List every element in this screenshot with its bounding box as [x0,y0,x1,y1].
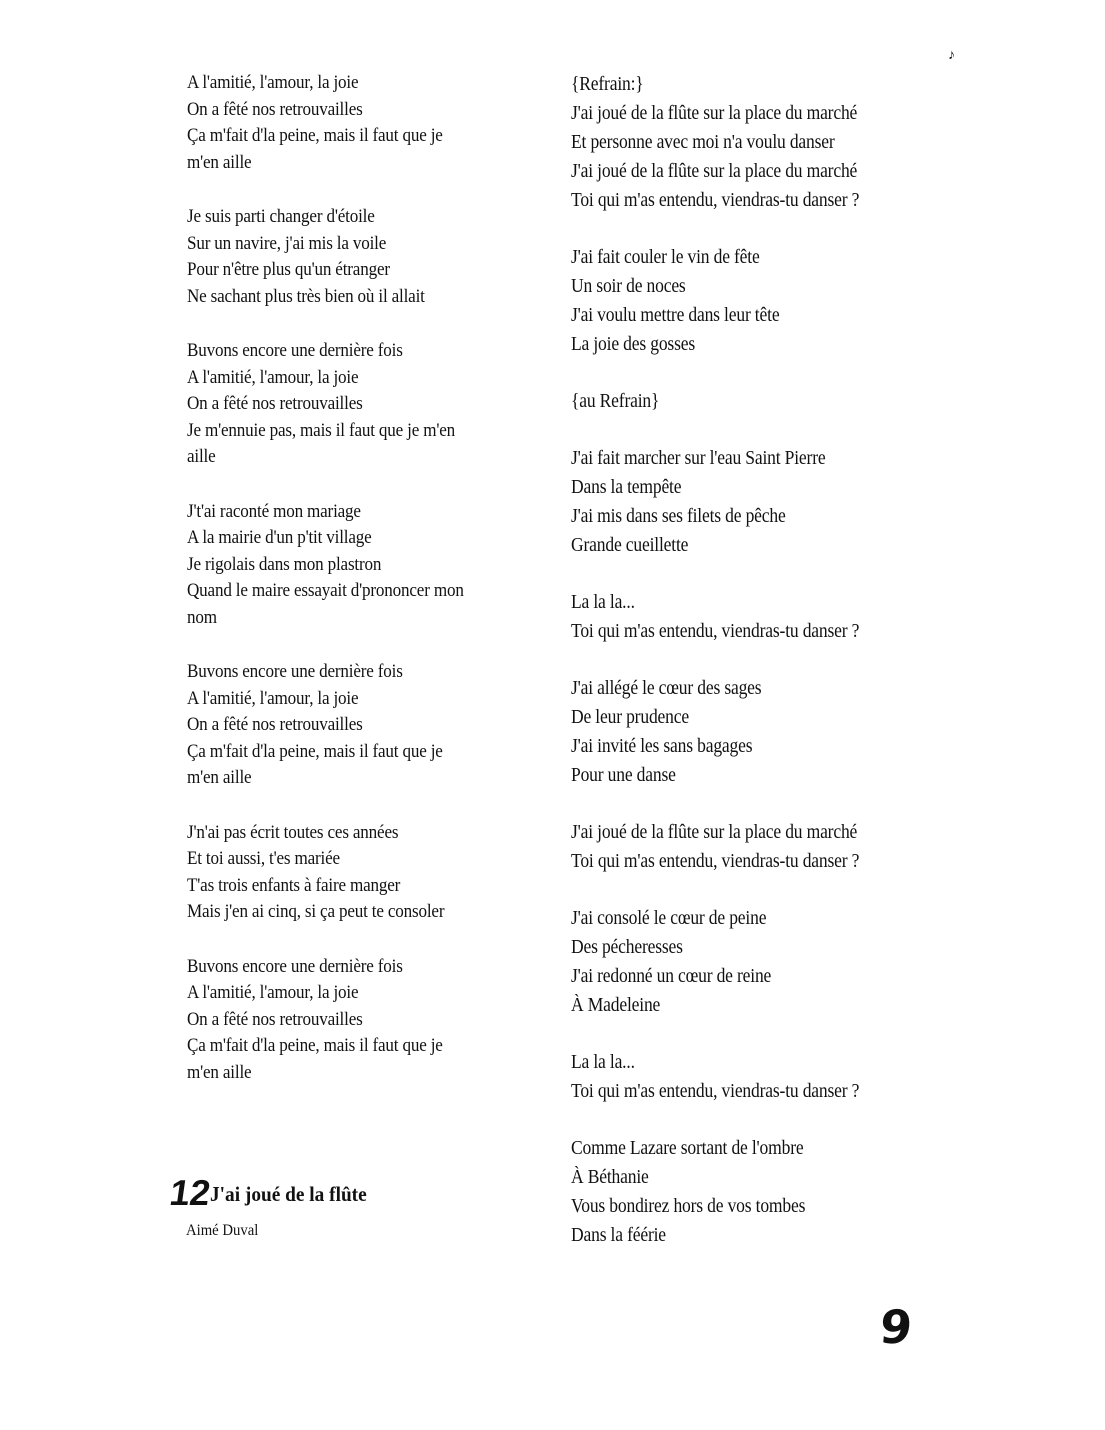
lyric-line: J'ai invité les sans bagages [571,736,753,757]
lyric-line: À Madeleine [571,995,661,1016]
lyric-line: On a fêté nos retrouvailles [187,1008,363,1030]
right-stanza [571,243,1031,359]
lyric-line: A la mairie d'un p'tit village [187,527,372,548]
lyric-line: De leur prudence [571,707,689,728]
lyric-line: A l'amitié, l'amour, la joie [187,366,359,388]
lyric-line: Je suis parti changer d'étoile [187,206,375,227]
song-author: Aimé Duval [186,1222,259,1239]
lyric-line: J'ai fait couler le vin de fête [571,247,760,268]
lyric-line: Je m'ennuie pas, mais il faut que je m'en [187,419,456,441]
lyric-line: Des pécheresses [571,937,683,958]
lyric-line: Et toi aussi, t'es mariée [187,848,340,869]
lyric-line: J'n'ai pas écrit toutes ces années [187,821,399,843]
lyric-line: Sur un navire, j'ai mis la voile [187,232,387,254]
lyric-line: Toi qui m'as entendu, viendras-tu danser ? [571,1081,860,1102]
lyric-line: J'ai fait marcher sur l'eau Saint Pierre [571,448,826,469]
lyric-line: Ça m'fait d'la peine, mais il faut que je [187,125,443,146]
page-number: 9 [877,1300,915,1354]
lyric-line: {au Refrain} [571,391,660,412]
left-stanza [187,499,527,632]
lyric-line: Vous bondirez hors de vos tombes [571,1196,806,1217]
lyric-line: On a fêté nos retrouvailles [187,98,363,120]
lyric-line: À Béthanie [571,1167,649,1188]
lyric-line: J'ai joué de la flûte sur la place du marché [571,822,858,843]
lyric-line: J'ai mis dans ses filets de pêche [571,506,786,527]
left-stanza [187,204,527,310]
song-number: 12 [167,1172,213,1213]
right-column [571,70,1031,1278]
left-stanza [187,659,527,792]
lyric-line: J'ai voulu mettre dans leur tête [571,305,780,326]
right-stanza [571,1048,1031,1106]
lyric-line: Comme Lazare sortant de l'ombre [571,1138,804,1159]
lyric-line: nom [187,606,217,628]
corner-mark: ♪ [948,48,955,63]
lyric-line: A l'amitié, l'amour, la joie [187,72,359,93]
lyric-line: J'ai joué de la flûte sur la place du marché [571,161,858,182]
lyric-line: J'ai allégé le cœur des sages [571,678,762,699]
lyric-line: On a fêté nos retrouvailles [187,714,363,735]
left-stanza [187,954,527,1087]
lyric-line: T'as trois enfants à faire manger [187,874,401,896]
right-stanza [571,387,1031,416]
right-stanza [571,674,1031,790]
lyric-line: Quand le maire essayait d'prononcer mon [187,580,464,601]
left-stanza [187,820,527,926]
right-stanza [571,70,1031,215]
lyric-line: Ça m'fait d'la peine, mais il faut que je [187,1035,443,1056]
right-stanza [571,818,1031,876]
right-stanza [571,904,1031,1020]
lyric-line: Ça m'fait d'la peine, mais il faut que je [187,740,443,762]
lyric-line: m'en aille [187,1061,252,1083]
lyric-line: Je rigolais dans mon plastron [187,553,382,575]
lyric-line: A l'amitié, l'amour, la joie [187,982,359,1003]
lyric-line: J'ai consolé le cœur de peine [571,908,767,929]
lyric-line: Pour une danse [571,765,676,786]
lyric-line: m'en aille [187,151,252,173]
right-stanza [571,588,1031,646]
lyric-line: Ne sachant plus très bien où il allait [187,285,425,307]
lyric-line: Dans la féérie [571,1225,666,1246]
lyric-line: Buvons encore une dernière fois [187,955,403,977]
lyric-line: J't'ai raconté mon mariage [187,500,361,522]
lyric-line: Mais j'en ai cinq, si ça peut te consoler [187,901,445,922]
song-title: J'ai joué de la flûte [210,1182,367,1206]
left-stanza [187,338,527,471]
lyric-line: J'ai redonné un cœur de reine [571,966,772,987]
lyric-line: Toi qui m'as entendu, viendras-tu danser ? [571,851,860,872]
lyric-line: A l'amitié, l'amour, la joie [187,687,359,709]
lyric-line: Toi qui m'as entendu, viendras-tu danser ? [571,190,860,211]
right-stanza [571,1134,1031,1250]
lyric-line: La joie des gosses [571,334,695,355]
lyric-line: On a fêté nos retrouvailles [187,393,363,414]
lyric-line: Grande cueillette [571,535,689,556]
right-stanza [571,444,1031,560]
lyric-line: La la la... [571,1052,635,1073]
lyric-line: m'en aille [187,767,252,788]
lyric-line: Et personne avec moi n'a voulu danser [571,132,835,153]
left-column [187,70,527,1114]
lyric-line: Dans la tempête [571,477,682,498]
lyric-line: Pour n'être plus qu'un étranger [187,259,390,280]
lyric-line: Toi qui m'as entendu, viendras-tu danser ? [571,621,860,642]
lyric-line: La la la... [571,592,635,613]
lyric-line: J'ai joué de la flûte sur la place du marché [571,103,858,124]
lyric-line: Buvons encore une dernière fois [187,661,403,682]
lyric-line: {Refrain:} [571,74,644,95]
lyric-line: Un soir de noces [571,276,686,297]
left-stanza [187,70,527,176]
lyric-line: Buvons encore une dernière fois [187,340,403,361]
lyric-line: aille [187,446,216,467]
